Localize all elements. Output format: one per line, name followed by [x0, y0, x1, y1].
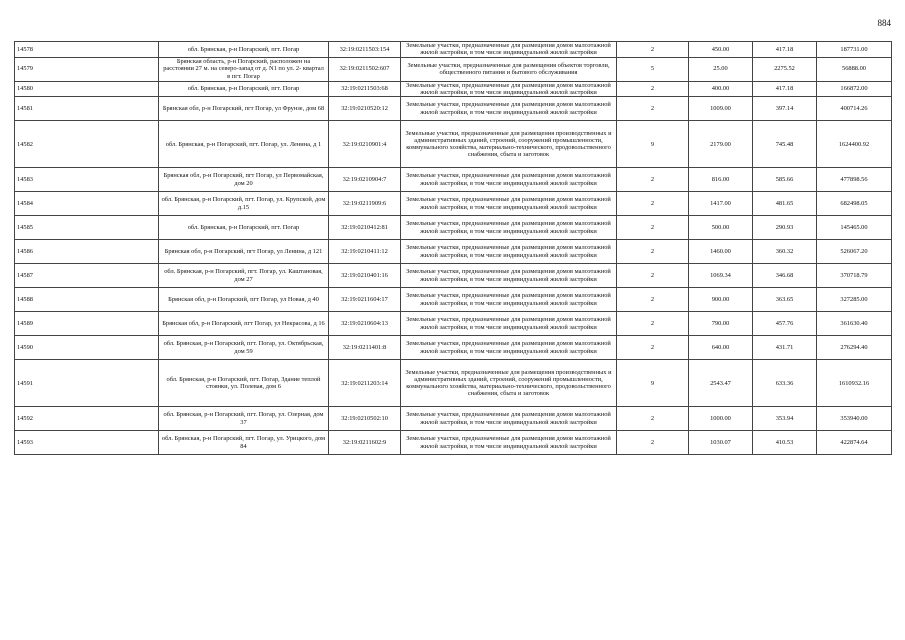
record-id-cell: 14593: [15, 431, 159, 455]
address-cell: обл. Брянская, р-н Погарский, пгт. Погар, ул. Крупской, дом д.15: [159, 192, 329, 216]
record-id-cell: 14578: [15, 42, 159, 58]
usage-group-cell: 2: [617, 407, 689, 431]
cadastral-value-cell: 145465.00: [817, 216, 892, 240]
specific-value-cell: 457.76: [753, 312, 817, 336]
area-cell: 1460.00: [689, 240, 753, 264]
specific-value-cell: 410.53: [753, 431, 817, 455]
cadastral-value-cell: 400714.26: [817, 97, 892, 121]
land-use-cell: Земельные участки, предназначенные для размещения домов малоэтажной жилой застройки, в том числе индивидуальной жилой застройки: [401, 168, 617, 192]
land-use-cell: Земельные участки, предназначенные для размещения домов малоэтажной жилой застройки, в том числе индивидуальной жилой застройки: [401, 240, 617, 264]
cadastral-number-cell: 32:19:0211909:6: [329, 192, 401, 216]
table-row: [15, 312, 892, 336]
address-cell: Брянская обл, р-н Погарский, пгт Погар, ул Некрасова, д 16: [159, 312, 329, 336]
area-cell: 500.00: [689, 216, 753, 240]
specific-value-cell: 585.66: [753, 168, 817, 192]
table-row: [15, 42, 892, 58]
cadastral-value-cell: 353940.00: [817, 407, 892, 431]
usage-group-cell: 2: [617, 264, 689, 288]
address-cell: обл. Брянская, р-н Погарский, пгт. Погар, ул. Ленина, д 1: [159, 121, 329, 168]
usage-group-cell: 2: [617, 168, 689, 192]
specific-value-cell: 290.93: [753, 216, 817, 240]
record-id-cell: 14590: [15, 336, 159, 360]
land-use-cell: Земельные участки, предназначенные для размещения домов малоэтажной жилой застройки, в том числе индивидуальной жилой застройки: [401, 81, 617, 97]
record-id-cell: 14580: [15, 81, 159, 97]
usage-group-cell: 2: [617, 431, 689, 455]
address-cell: обл. Брянская, р-н Погарский, пгт. Погар: [159, 81, 329, 97]
area-cell: 1030.07: [689, 431, 753, 455]
land-use-cell: Земельные участки, предназначенные для размещения домов малоэтажной жилой застройки, в том числе индивидуальной жилой застройки: [401, 216, 617, 240]
table-row: [15, 97, 892, 121]
area-cell: 1417.00: [689, 192, 753, 216]
cadastral-number-cell: 32:19:0211503:68: [329, 81, 401, 97]
specific-value-cell: 346.68: [753, 264, 817, 288]
specific-value-cell: 633.36: [753, 360, 817, 407]
table-row: [15, 431, 892, 455]
specific-value-cell: 360.32: [753, 240, 817, 264]
land-use-cell: Земельные участки, предназначенные для размещения домов малоэтажной жилой застройки, в том числе индивидуальной жилой застройки: [401, 288, 617, 312]
record-id-cell: 14582: [15, 121, 159, 168]
cadastral-value-cell: 682498.05: [817, 192, 892, 216]
cadastral-number-cell: 32:19:0210502:10: [329, 407, 401, 431]
cadastral-number-cell: 32:19:0211604:17: [329, 288, 401, 312]
page-number: 884: [877, 18, 891, 28]
land-use-cell: Земельные участки, предназначенные для размещения домов малоэтажной жилой застройки, в том числе индивидуальной жилой застройки: [401, 312, 617, 336]
address-cell: обл. Брянская, р-н Погарский, пгт. Погар, Здание теплой стоянки, ул. Полевая, дом 6: [159, 360, 329, 407]
record-id-cell: 14589: [15, 312, 159, 336]
usage-group-cell: 2: [617, 240, 689, 264]
land-use-cell: Земельные участки, предназначенные для размещения производственных и административных зданий, строений, сооружений промышленности, коммунального хозяйства, материально-технического, продовольственного снабжения, сбыта и заготовок: [401, 360, 617, 407]
specific-value-cell: 417.18: [753, 42, 817, 58]
land-use-cell: Земельные участки, предназначенные для размещения домов малоэтажной жилой застройки, в том числе индивидуальной жилой застройки: [401, 431, 617, 455]
usage-group-cell: 9: [617, 121, 689, 168]
specific-value-cell: 481.65: [753, 192, 817, 216]
table-row: [15, 192, 892, 216]
cadastral-value-cell: 526067.20: [817, 240, 892, 264]
cadastral-number-cell: 32:19:0210411:12: [329, 240, 401, 264]
record-id-cell: 14583: [15, 168, 159, 192]
address-cell: обл. Брянская, р-н Погарский, пгт. Погар: [159, 42, 329, 58]
area-cell: 790.00: [689, 312, 753, 336]
area-cell: 400.00: [689, 81, 753, 97]
table-row: [15, 336, 892, 360]
record-id-cell: 14587: [15, 264, 159, 288]
cadastral-value-cell: 370718.79: [817, 264, 892, 288]
cadastral-value-cell: 166872.00: [817, 81, 892, 97]
usage-group-cell: 2: [617, 336, 689, 360]
cadastral-value-cell: 477898.56: [817, 168, 892, 192]
table-row: [15, 121, 892, 168]
address-cell: Брянская область, р-н Погарский, расположен на расстоянии 27 м. на северо-запад от д. N1 по ул. 2- квартал в пгт. Погар: [159, 57, 329, 81]
usage-group-cell: 2: [617, 288, 689, 312]
address-cell: обл. Брянская, р-н Погарский, пгт. Погар, ул. Озерная, дом 37: [159, 407, 329, 431]
address-cell: Брянская обл, р-н Погарский, пгт Погар, ул Ленина, д 121: [159, 240, 329, 264]
usage-group-cell: 9: [617, 360, 689, 407]
land-use-cell: Земельные участки, предназначенные для размещения домов малоэтажной жилой застройки, в том числе индивидуальной жилой застройки: [401, 192, 617, 216]
table-row: [15, 360, 892, 407]
record-id-cell: 14588: [15, 288, 159, 312]
land-use-cell: Земельные участки, предназначенные для размещения объектов торговли, общественного питания и бытового обслуживания: [401, 57, 617, 81]
land-use-cell: Земельные участки, предназначенные для размещения домов малоэтажной жилой застройки, в том числе индивидуальной жилой застройки: [401, 336, 617, 360]
area-cell: 1000.00: [689, 407, 753, 431]
cadastral-number-cell: 32:19:0210901:4: [329, 121, 401, 168]
cadastral-value-cell: 361630.40: [817, 312, 892, 336]
specific-value-cell: 2275.52: [753, 57, 817, 81]
specific-value-cell: 353.94: [753, 407, 817, 431]
area-cell: 450.00: [689, 42, 753, 58]
cadastral-value-cell: 276294.40: [817, 336, 892, 360]
area-cell: 2543.47: [689, 360, 753, 407]
cadastral-value-cell: 1610932.16: [817, 360, 892, 407]
usage-group-cell: 5: [617, 57, 689, 81]
specific-value-cell: 745.48: [753, 121, 817, 168]
table-row: [15, 168, 892, 192]
specific-value-cell: 397.14: [753, 97, 817, 121]
record-id-cell: 14579: [15, 57, 159, 81]
usage-group-cell: 2: [617, 312, 689, 336]
specific-value-cell: 431.71: [753, 336, 817, 360]
area-cell: 640.00: [689, 336, 753, 360]
cadastral-value-cell: 422874.64: [817, 431, 892, 455]
cadastral-value-cell: 56888.00: [817, 57, 892, 81]
table-row: [15, 57, 892, 81]
address-cell: Брянская обл, р-н Погарский, пгт Погар, ул Фрунзе, дом 68: [159, 97, 329, 121]
land-use-cell: Земельные участки, предназначенные для размещения домов малоэтажной жилой застройки, в том числе индивидуальной жилой застройки: [401, 264, 617, 288]
record-id-cell: 14592: [15, 407, 159, 431]
area-cell: 1069.34: [689, 264, 753, 288]
area-cell: 25.00: [689, 57, 753, 81]
cadastral-number-cell: 32:19:0211203:14: [329, 360, 401, 407]
table-row: [15, 288, 892, 312]
address-cell: обл. Брянская, р-н Погарский, пгт. Погар, ул. Октябрьская, дом 59: [159, 336, 329, 360]
usage-group-cell: 2: [617, 81, 689, 97]
land-use-cell: Земельные участки, предназначенные для размещения домов малоэтажной жилой застройки, в том числе индивидуальной жилой застройки: [401, 407, 617, 431]
land-use-cell: Земельные участки, предназначенные для размещения домов малоэтажной жилой застройки, в том числе индивидуальной жилой застройки: [401, 97, 617, 121]
area-cell: 816.00: [689, 168, 753, 192]
address-cell: обл. Брянская, р-н Погарский, пгт. Погар, ул. Каштановая, дом 27: [159, 264, 329, 288]
table-row: [15, 216, 892, 240]
record-id-cell: 14591: [15, 360, 159, 407]
record-id-cell: 14584: [15, 192, 159, 216]
cadastral-number-cell: 32:19:0211503:154: [329, 42, 401, 58]
cadastral-number-cell: 32:19:0210604:13: [329, 312, 401, 336]
table-row: [15, 407, 892, 431]
area-cell: 2179.00: [689, 121, 753, 168]
address-cell: обл. Брянская, р-н Погарский, пгт. Погар, ул. Урицкого, дом 84: [159, 431, 329, 455]
usage-group-cell: 2: [617, 192, 689, 216]
land-use-cell: Земельные участки, предназначенные для размещения домов малоэтажной жилой застройки, в том числе индивидуальной жилой застройки: [401, 42, 617, 58]
record-id-cell: 14585: [15, 216, 159, 240]
cadastral-number-cell: 32:19:0211502:607: [329, 57, 401, 81]
table-row: [15, 240, 892, 264]
usage-group-cell: 2: [617, 97, 689, 121]
specific-value-cell: 417.18: [753, 81, 817, 97]
cadastral-number-cell: 32:19:0210520:12: [329, 97, 401, 121]
cadastral-value-cell: 327285.00: [817, 288, 892, 312]
cadastral-number-cell: 32:19:0210904:7: [329, 168, 401, 192]
address-cell: Брянская обл, р-н Погарский, пгт Погар, ул Первомайская, дом 20: [159, 168, 329, 192]
usage-group-cell: 2: [617, 42, 689, 58]
address-cell: Брянская обл, р-н Погарский, пгт Погар, ул Новая, д 40: [159, 288, 329, 312]
area-cell: 900.00: [689, 288, 753, 312]
cadastral-number-cell: 32:19:0210401:16: [329, 264, 401, 288]
specific-value-cell: 363.65: [753, 288, 817, 312]
land-use-cell: Земельные участки, предназначенные для размещения производственных и административных зданий, строений, сооружений промышленности, коммунального хозяйства, материально-технического, продовольственного снабжения, сбыта и заготовок: [401, 121, 617, 168]
cadastral-number-cell: 32:19:0211602:9: [329, 431, 401, 455]
record-id-cell: 14586: [15, 240, 159, 264]
cadastral-value-cell: 187731.00: [817, 42, 892, 58]
table-row: [15, 264, 892, 288]
cadastral-value-cell: 1624400.92: [817, 121, 892, 168]
area-cell: 1009.00: [689, 97, 753, 121]
cadastral-value-table: [14, 41, 892, 455]
cadastral-number-cell: 32:19:0211401:8: [329, 336, 401, 360]
address-cell: обл. Брянская, р-н Погарский, пгт. Погар: [159, 216, 329, 240]
usage-group-cell: 2: [617, 216, 689, 240]
table-row: [15, 81, 892, 97]
cadastral-number-cell: 32:19:0210412:81: [329, 216, 401, 240]
record-id-cell: 14581: [15, 97, 159, 121]
